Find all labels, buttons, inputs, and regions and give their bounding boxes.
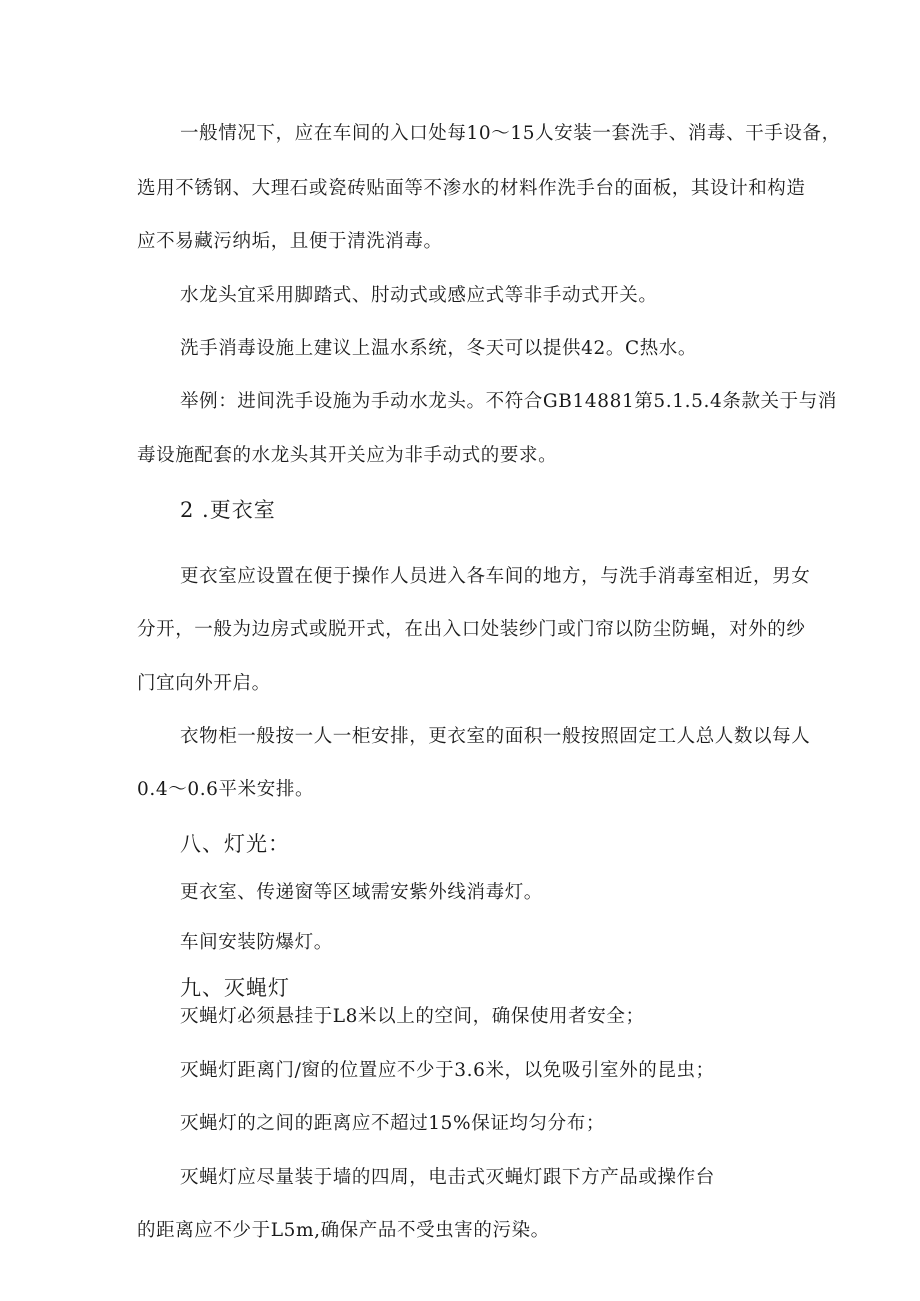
paragraph-fly-lamp-spacing: 灭蝇灯的之间的距离应不超过15%保证均匀分布； [180, 1113, 605, 1134]
heading-changing-room: 2 .更衣室 [180, 498, 276, 522]
paragraph-changing-line2: 分开，一般为边房式或脱开式，在出入口处装纱门或门帘以防尘防蝇，对外的纱 [137, 619, 806, 640]
paragraph-changing-line1: 更衣室应设置在便于操作人员进入各车间的地方，与洗手消毒室相近，男女 [180, 566, 811, 587]
heading-fly-lamp: 九、灭蝇灯 [180, 976, 290, 1000]
paragraph-explosion-proof: 车间安装防爆灯。 [180, 932, 333, 953]
paragraph-fly-lamp-placement-line1: 灭蝇灯应尽量装于墙的四周，电击式灭蝇灯跟下方产品或操作台 [180, 1167, 715, 1188]
paragraph-locker-line1: 衣物柜一般按一人一柜安排，更衣室的面积一般按照固定工人总人数以每人 [180, 726, 811, 747]
paragraph-handwash-line1: 一般情况下，应在车间的入口处每10～15人安装一套洗手、消毒、干手设备， [180, 123, 841, 144]
paragraph-locker-line2: 0.4～0.6平米安排。 [137, 779, 315, 800]
paragraph-warm-water: 洗手消毒设施上建议上温水系统，冬天可以提供42。C热水。 [180, 338, 697, 359]
heading-lighting: 八、灯光： [180, 832, 290, 856]
paragraph-example-line2: 毒设施配套的水龙头其开关应为非手动式的要求。 [137, 445, 558, 466]
paragraph-fly-lamp-height: 灭蝇灯必须悬挂于L8米以上的空间，确保使用者安全； [180, 1006, 645, 1027]
paragraph-faucet: 水龙头宜采用脚踏式、肘动式或感应式等非手动式开关。 [180, 285, 658, 306]
paragraph-fly-lamp-distance: 灭蝇灯距离门/窗的位置应不少于3.6米，以免吸引室外的昆虫； [180, 1060, 715, 1081]
paragraph-uv-lamp: 更衣室、传递窗等区域需安紫外线消毒灯。 [180, 882, 543, 903]
paragraph-handwash-line2: 选用不锈钢、大理石或瓷砖贴面等不渗水的材料作洗手台的面板，其设计和构造 [137, 178, 806, 199]
paragraph-handwash-line3: 应不易藏污纳垢，且便于清洗消毒。 [137, 231, 443, 252]
paragraph-changing-line3: 门宜向外开启。 [137, 673, 271, 694]
paragraph-example-line1: 举例：进间洗手设施为手动水龙头。不符合GB14881第5.1.5.4条款关于与消 [180, 391, 837, 412]
paragraph-fly-lamp-placement-line2: 的距离应不少于L5m,确保产品不受虫害的污染。 [137, 1220, 550, 1241]
